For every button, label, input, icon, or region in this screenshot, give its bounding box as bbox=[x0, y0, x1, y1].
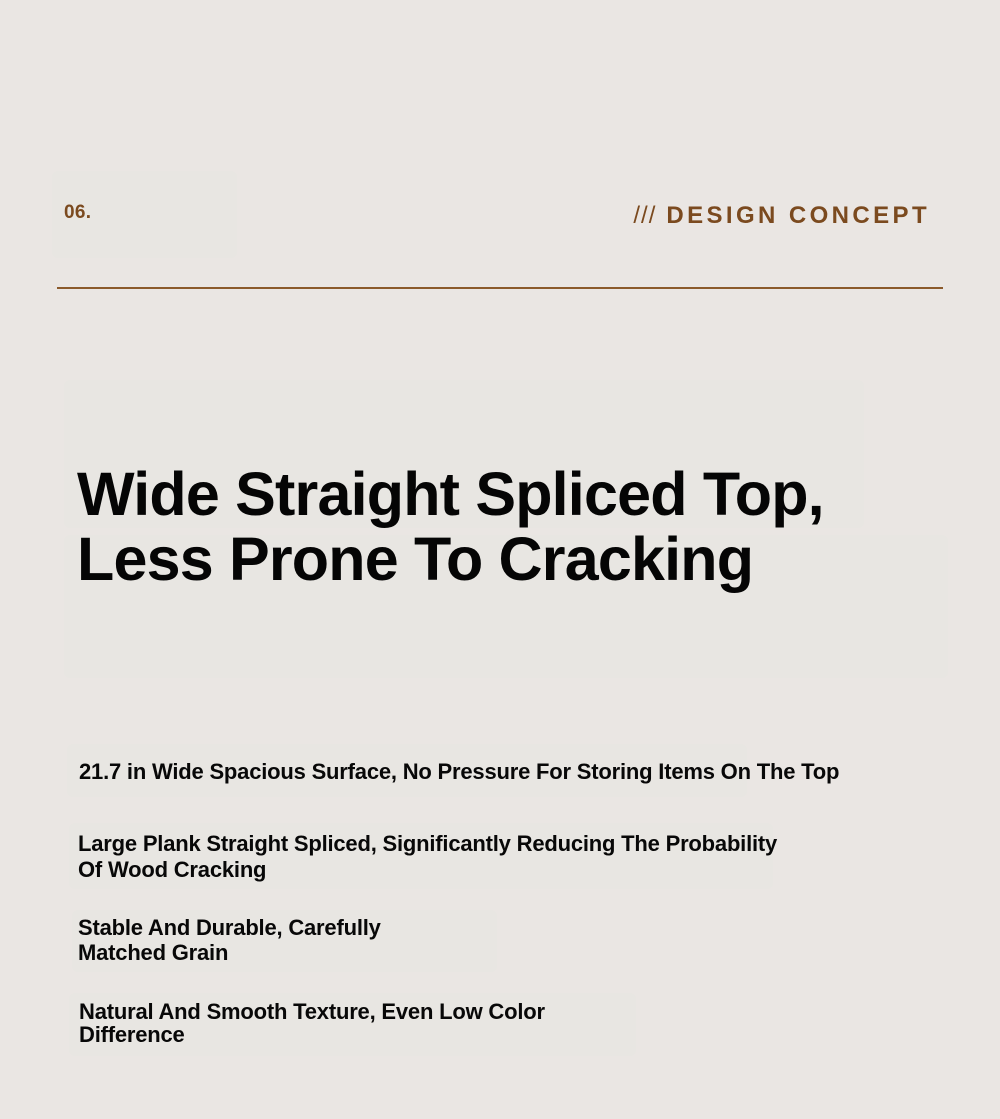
section-number: 06. bbox=[64, 202, 92, 223]
feature-text-line-2: Of Wood Cracking bbox=[78, 857, 267, 882]
feature-text-line-2: Difference bbox=[79, 1022, 185, 1047]
feature-text-line-2: Matched Grain bbox=[78, 940, 229, 965]
feature-text-line-1: 21.7 in Wide Spacious Surface, No Pressure For Storing Items On The Top bbox=[79, 759, 840, 784]
feature-item bbox=[79, 1000, 579, 1046]
main-title-line-2: Less Prone To Cracking bbox=[77, 525, 754, 593]
section-heading-prefix: /// bbox=[633, 202, 657, 229]
section-heading-title: DESIGN CONCEPT bbox=[666, 202, 930, 229]
feature-item bbox=[78, 915, 408, 965]
feature-text-line-1: Stable And Durable, Carefully bbox=[78, 915, 381, 940]
feature-text-line-1: Natural And Smooth Texture, Even Low Color bbox=[79, 999, 545, 1024]
feature-text-line-1: Large Plank Straight Spliced, Significantly Reducing The Probability bbox=[78, 831, 778, 856]
feature-item bbox=[79, 760, 899, 784]
feature-item bbox=[78, 831, 808, 883]
main-title-line-1: Wide Straight Spliced Top, bbox=[77, 460, 824, 528]
